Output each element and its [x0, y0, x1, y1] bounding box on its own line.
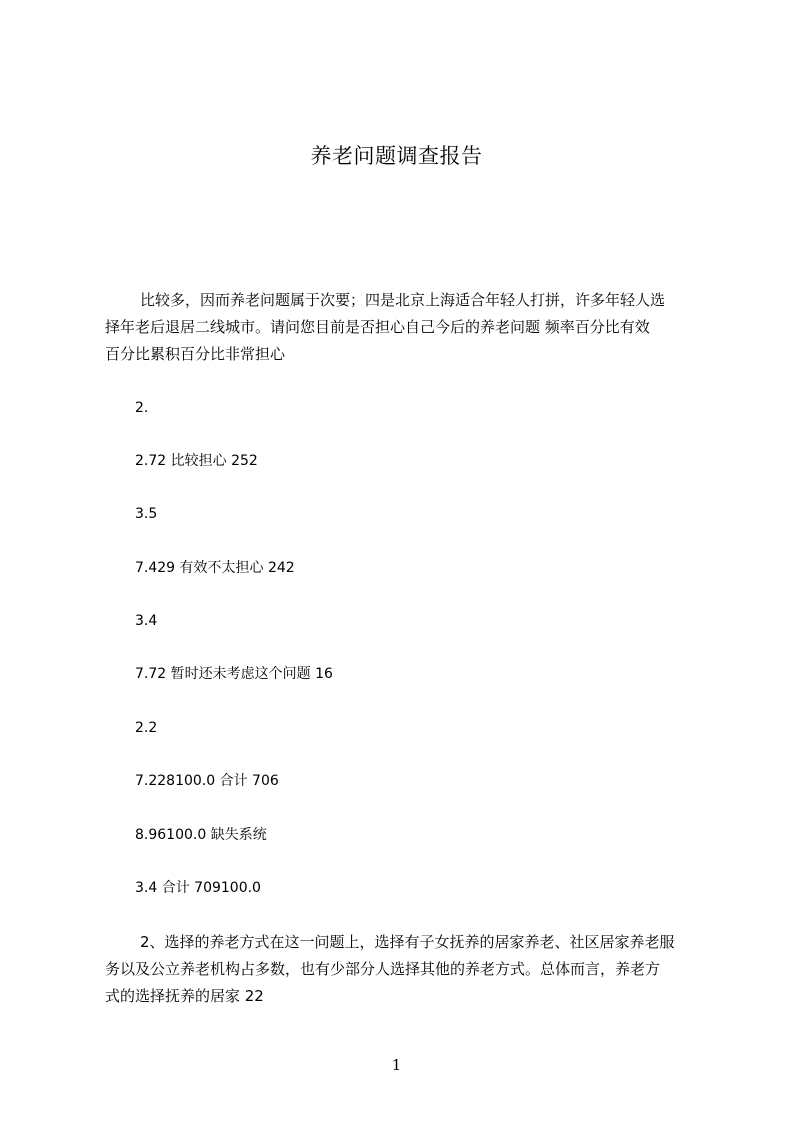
- data-row: 7.228100.0 合计 706: [135, 773, 279, 789]
- data-row: 2.: [135, 400, 149, 416]
- data-row: 3.4: [135, 613, 158, 629]
- intro-paragraph: [105, 287, 705, 368]
- data-row: 2.72 比较担心 252: [135, 453, 258, 469]
- document-title: 养老问题调查报告: [310, 144, 483, 168]
- data-row: 3.5: [135, 506, 158, 522]
- section2-line: 式的选择抚养的居家 22: [105, 987, 264, 1005]
- data-row: 2.2: [135, 720, 158, 736]
- data-row: 7.72 暂时还未考虑这个问题 16: [135, 666, 333, 682]
- intro-line: 百分比累积百分比非常担心: [105, 345, 286, 363]
- intro-line: 比较多，因而养老问题属于次要；四是北京上海适合年轻人打拼，许多年轻人选: [140, 291, 666, 309]
- page-number: 1: [391, 1056, 402, 1074]
- section2-line: 2、选择的养老方式在这一问题上，选择有子女抚养的居家养老、社区居家养老服: [140, 933, 675, 951]
- section2-line: 务以及公立养老机构占多数，也有少部分人选择其他的养老方式。总体而言，养老方: [105, 960, 661, 978]
- data-row: 3.4 合计 709100.0: [135, 880, 261, 896]
- intro-line: 择年老后退居二线城市。请问您目前是否担心自己今后的养老问题 频率百分比有效: [105, 318, 650, 336]
- data-row: 7.429 有效不太担心 242: [135, 560, 295, 576]
- section2-paragraph: [105, 929, 705, 1010]
- data-row: 8.96100.0 缺失系统: [135, 827, 267, 843]
